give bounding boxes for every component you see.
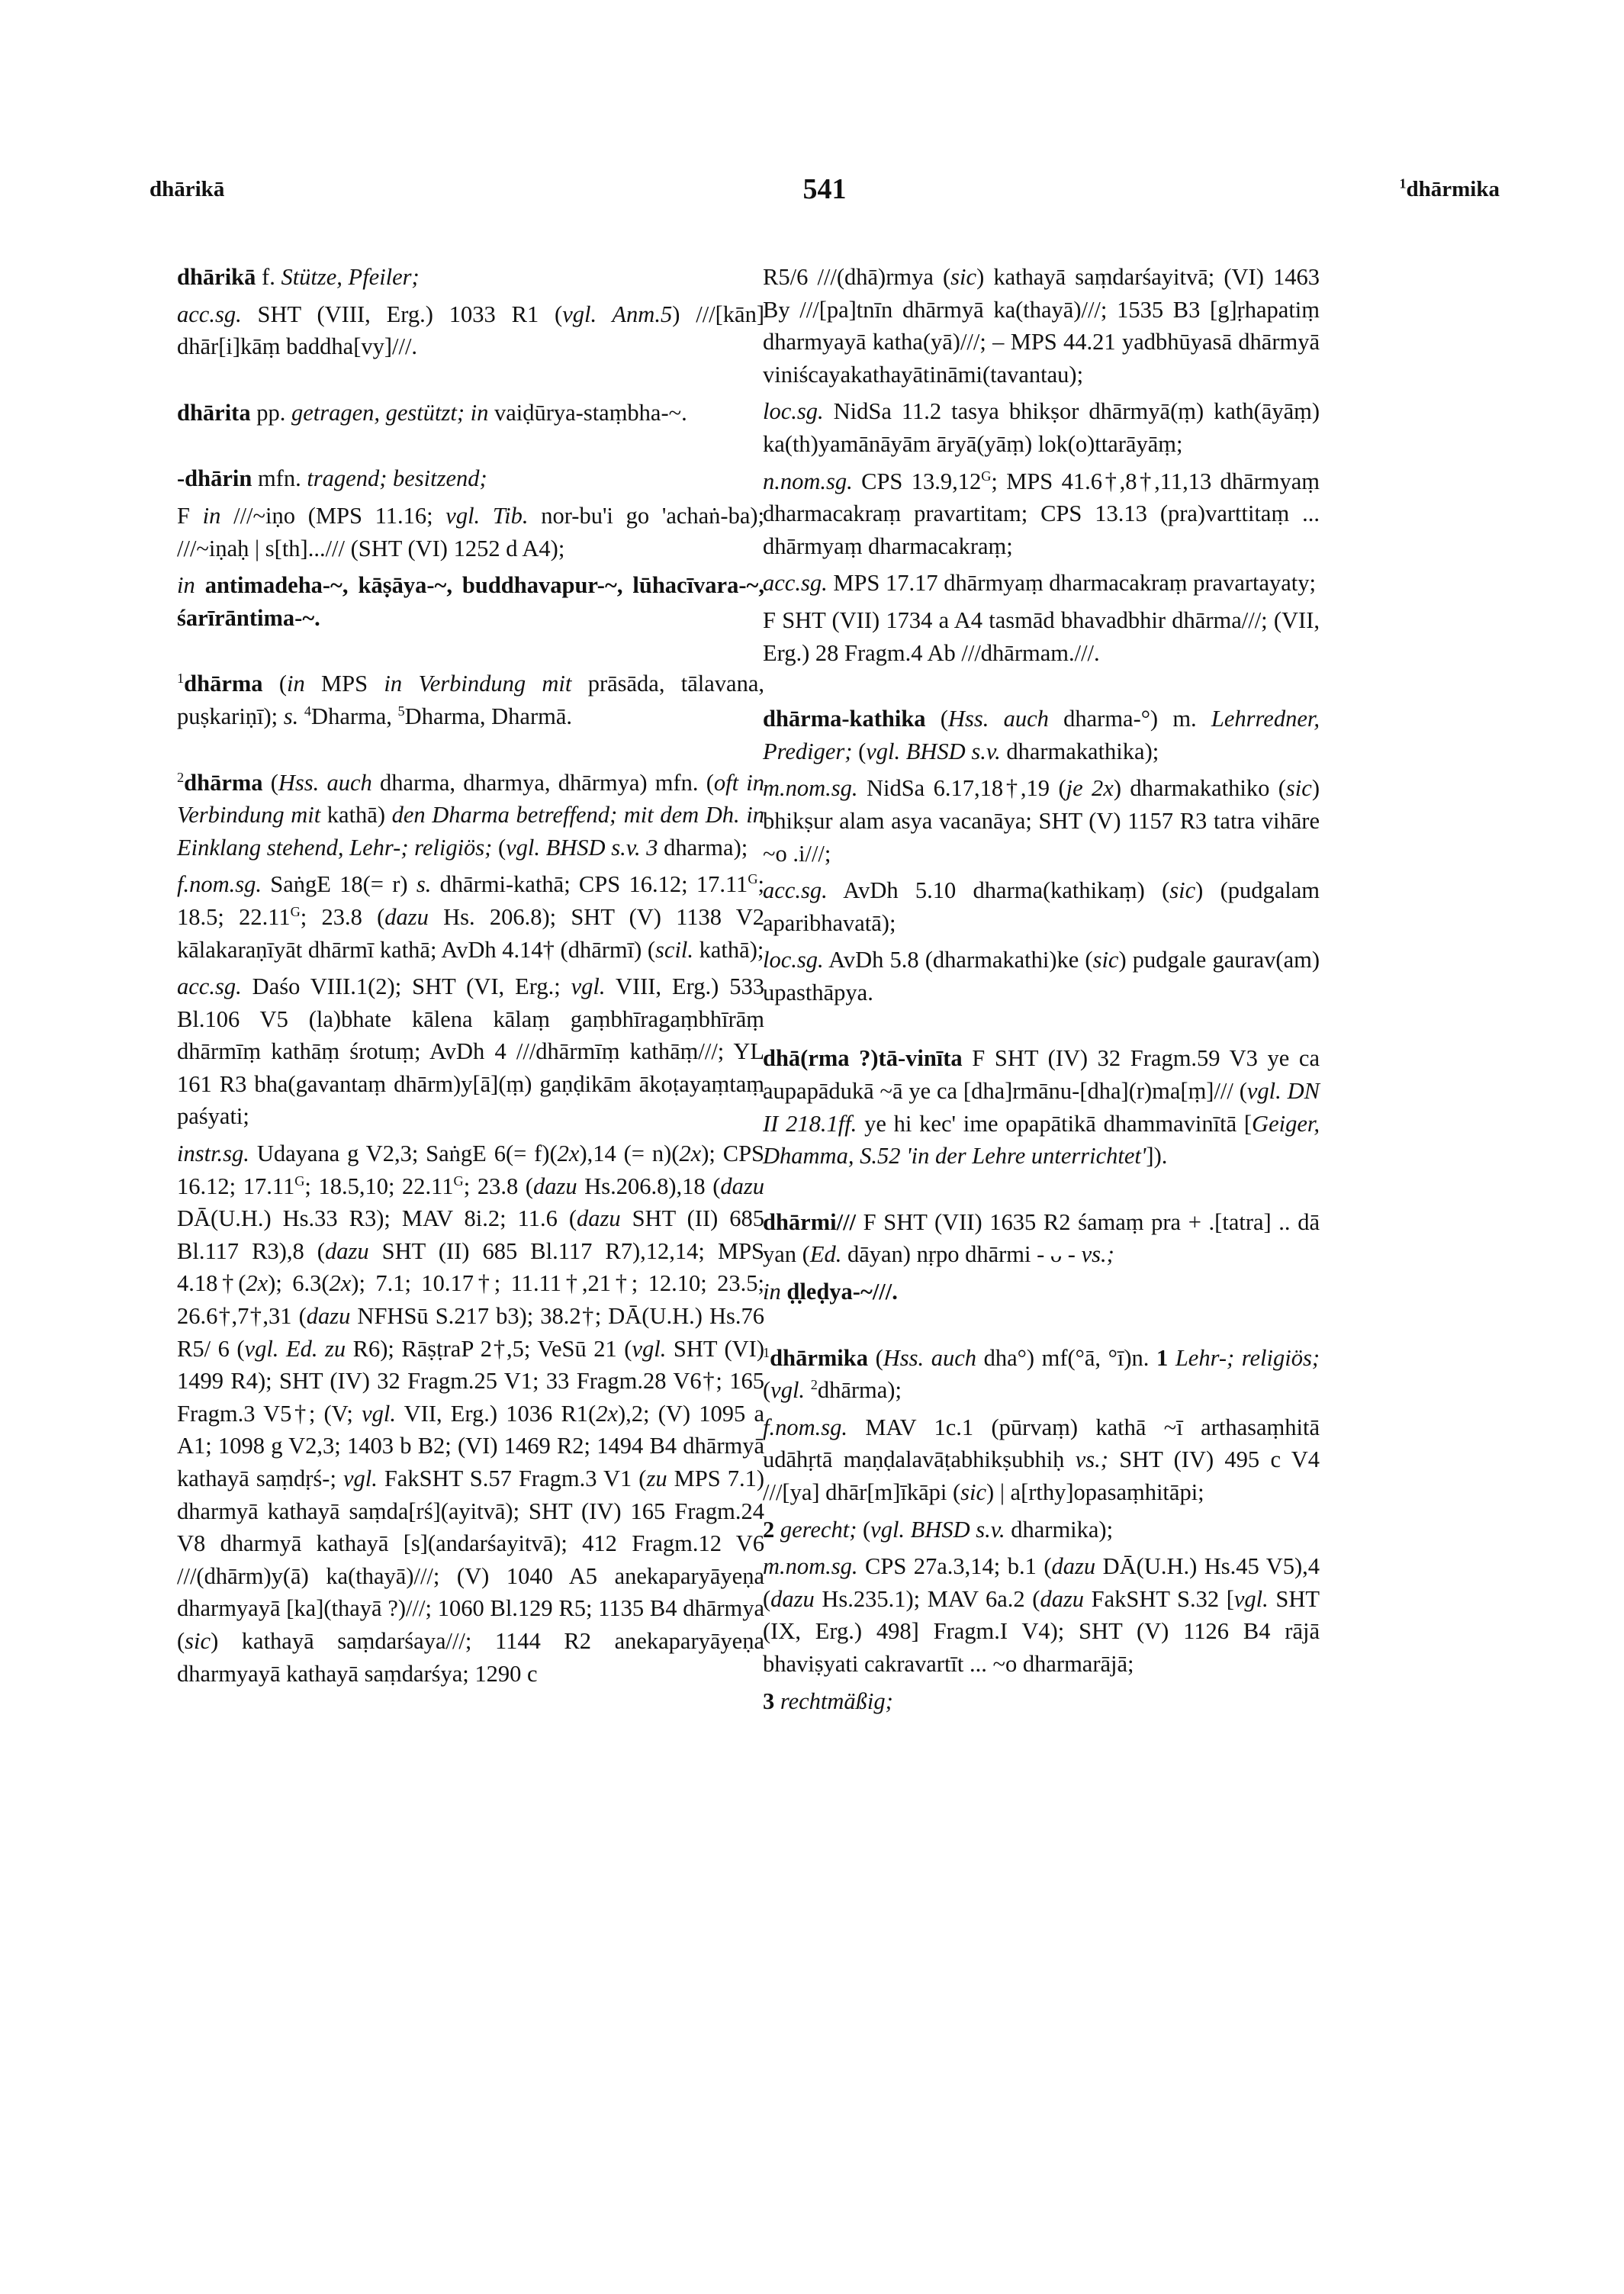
entry-paragraph: acc.sg. MPS 17.17 dhārmyaṃ dharmacakraṃ pravartayaty; [763,570,1317,597]
entry-dharita [177,397,764,430]
entry-paragraph: dhārikā f. Stütze, Pfeiler; [177,264,420,290]
entry-paragraph: m.nom.sg. NidSa 6.17,18†,19 (je 2x) dharmakathiko (sic) bhikṣur alam asya vacanāya; SHT (V) 1157 R3 tatra vihāre ~o .i///; [763,775,1320,867]
page-header [150,173,1500,223]
entry-paragraph: loc.sg. AvDh 5.8 (dharmakathi)ke (sic) pudgale gaurav(am) upasthāpya. [763,947,1320,1005]
entry-paragraph: $^1$dhārma (in MPS in Verbindung mit prāsāda, tālavana, puṣkariṇī); s. $^4$Dharma, $^5$Dharma, Dharmā. [177,671,764,729]
entry-paragraph: 2 gerecht; (vgl. BHSD s.v. dharmika); [763,1516,1114,1543]
entry-paragraph: $^2$dhārma (Hss. auch dharma, dharmya, dhārmya) mfn. (oft in Verbindung mit kathā) den Dharma betreffend; mit dem Dh. in Einklang stehend, Lehr-; religiös; (vgl. BHSD s.v. 3 dharma); [177,769,765,861]
entry-dharma-1 [177,668,764,732]
entry-dharma-vinita [763,1042,1320,1172]
entry-paragraph: m.nom.sg. CPS 27a.3,14; b.1 (dazu DĀ(U.H.) Hs.45 V5),4 (dazu Hs.235.1); MAV 6a.2 (dazu FakSHT S.32 [vgl. SHT (IX, Erg.) 498] Fragm.I V4); SHT (V) 1126 B4 rājā bhaviṣyati cakravartīt ... ~o dharmarājā; [763,1553,1320,1677]
entry-paragraph: 3 rechtmäßig; [763,1688,893,1714]
entry-paragraph: dhā(rma ?)tā-vinīta F SHT (IV) 32 Fragm.59 V3 ye ca aupapādukā ~ā ye ca [dha]rmānu-[dha](r)ma[ṃ]/// (vgl. DN II 218.1ff. ye hi kec' ime opapātikā dhammavinītā [Geiger, Dhamma, S.52 'in der Lehre unterrichtet']). [763,1045,1320,1170]
entry-paragraph: acc.sg. Daśo VIII.1(2); SHT (VI, Erg.; vgl. VIII, Erg.) 533 Bl.106 V5 (la)bhate kālena kālaṃ gaṃbhīragaṃbhīrāṃ dhārmīṃ kathāṃ śrotuṃ; AvDh 4 ///dhārmīṃ kathāṃ///; YL 161 R3 bha(gavantaṃ dhārm)y[ā](ṃ) gaṇḍikām ākoṭayaṃtaṃ paśyati; [177,973,764,1130]
right-column [763,261,1320,1751]
entry-paragraph: f.nom.sg. MAV 1c.1 (pūrvaṃ) kathā ~ī arthasaṃhitā udāhṛtā maṇḍalavāṭabhikṣubhiḥ vs.; SHT (IV) 495 c V4 ///[ya] dhār[m]īkāpi (sic) | a[rthy]opasaṃhitāpi; [763,1414,1320,1505]
entry-dharmika-1 [763,1342,1320,1718]
entry-dharma-kathika [763,703,1320,1009]
header-first-headword: dhārikā [150,177,225,201]
entry-paragraph: acc.sg. SHT (VIII, Erg.) 1033 R1 (vgl. Anm.5) ///[kān] dhār[i]kāṃ baddha[vy]///. [177,301,764,360]
header-last-headword-text: dhārmika [1406,177,1500,201]
entry-paragraph: in ḍ̣leḍya-~///. [763,1279,898,1305]
entry-paragraph: dhārma-kathika (Hss. auch dharma-°) m. Lehrredner, Prediger; (vgl. BHSD s.v. dharmakathika); [763,706,1320,764]
entry-paragraph: instr.sg. Udayana g V2,3; SaṅgE 6(= f)(2x),14 (= n)(2x); CPS 16.12; $17.11^G$; 18.5,10; $22.11^G$; 23.8 (dazu Hs.206.8),18 (dazu DĀ(U.H.) Hs.33 R3); MAV 8i.2; 11.6 (dazu SHT (II) 685 Bl.117 R3),8 (dazu SHT (II) 685 Bl.117 R7),12,14; MPS 4.18†(2x); 6.3(2x); 7.1; 10.17†; 11.11†,21†; 12.10; 23.5; 26.6†,7†,31 (dazu NFHSū S.217 b3); 38.2†; DĀ(U.H.) Hs.76 R5/ 6 (vgl. Ed. zu R6); RāṣṭraP 2†,5; VeSū 21 (vgl. SHT (VI) 1499 R4); SHT (IV) 32 Fragm.25 V1; 33 Fragm.28 V6†; 165 Fragm.3 V5†; (V; vgl. VII, Erg.) 1036 R1(2x),2; (V) 1095 a A1; 1098 g V2,3; 1403 b B2; (VI) 1469 R2; 1494 B4 dhārmyā kathayā saṃdṛś-; vgl. FakSHT S.57 Fragm.3 V1 (zu MPS 7.1) dharmyā kathayā saṃda[rś](ayitvā); SHT (IV) 165 Fragm.24 V8 dharmyā kathayā [s](andarśayitvā); 412 Fragm.12 V6 ///(dhārm)y(ā) ka(thayā)///; (V) 1040 A5 anekaparyāyeṇa dharmyayā [ka](thayā ?)///; 1060 Bl.129 R5; 1135 B4 dhārmya (sic) kathayā saṃdarśaya///; 1144 R2 anekaparyāyeṇa dharmyayā kathayā saṃdarśya; 1290 c [177,1141,765,1687]
header-last-headword [1400,177,1500,202]
entry-paragraph: f.nom.sg. SaṅgE 18(= r) s. dhārmi-kathā; CPS 16.12; $17.11^G$; 18.5; $22.11^G$; 23.8 (dazu Hs. 206.8); SHT (V) 1138 V2 kālakaraṇīyāt dhārmī kathā; AvDh 4.14† (dhārmī) (scil. kathā); [177,871,765,963]
entry-paragraph: F in ///~iṇo (MPS 11.16; vgl. Tib. nor-bu'i go 'achaṅ-ba); ///~iṇaḥ | s[th].../// (SHT (VI) 1252 d A4); [177,502,765,561]
entry-dharma-2 [177,767,764,1691]
entry-paragraph: in antimadeha-~, kāṣāya-~, buddhavapur-~, lūhacīvara-~, śarīrāntima-~. [177,572,764,631]
entry-paragraph: R5/6 ///(dhā)rmya (sic) kathayā saṃdarśayitvā; (VI) 1463 By ///[pa]tnīn dhārmyā ka(thayā)///; 1535 B3 [g]ṛhapatiṃ dharmyayā katha(yā)///; – MPS 44.21 yadbhūyasā dhārmyā viniścayakathayātināmi(tavantau); [763,264,1320,388]
entry-paragraph: loc.sg. NidSa 11.2 tasya bhikṣor dhārmyā(ṃ) kath(āyāṃ) ka(th)yamānāyām āryā(yāṃ) lok(o)ttarāyāṃ; [763,398,1320,457]
entry-dharmi [763,1206,1320,1308]
entry-dharika [177,261,764,363]
left-column [177,261,764,1723]
entry-paragraph: $^1$dhārmika (Hss. auch dha°) mf(°ā, °ī)n. 1 Lehr-; religiös; (vgl. $^2$dhārma); [763,1344,1320,1404]
entry-paragraph: n.nom.sg. CPS $13.9,12^G$; MPS 41.6†,8†,11,13 dhārmyaṃ dharmacakraṃ pravartitam; CPS 13.13 (pra)varttitaṃ ... dhārmyaṃ dharmacakraṃ; [763,468,1320,559]
page-number: 541 [802,173,847,205]
entry-dharin [177,462,764,634]
header-last-headword-superscript: 1 [1399,175,1407,191]
entry-dharma-2-cont [763,261,1320,669]
entry-paragraph: dhārita pp. getragen, gestützt; in vaiḍūrya-staṃbha-~. [177,399,687,426]
entry-paragraph: -dhārin mfn. tragend; besitzend; [177,465,487,492]
entry-paragraph: acc.sg. AvDh 5.10 dharma(kathikaṃ) (sic) (pudgalam aparibhavatā); [763,877,1320,936]
entry-paragraph: dhārmi/// F SHT (VII) 1635 R2 śamaṃ pra + .[tatra] .. dā yan (Ed. dāyan) nṛpo dhārmi - ᴗ - vs.; [763,1208,1320,1268]
entry-paragraph: F SHT (VII) 1734 a A4 tasmād bhavadbhir dhārma///; (VII, Erg.) 28 Fragm.4 Ab ///dhārmam.///. [763,606,1320,666]
